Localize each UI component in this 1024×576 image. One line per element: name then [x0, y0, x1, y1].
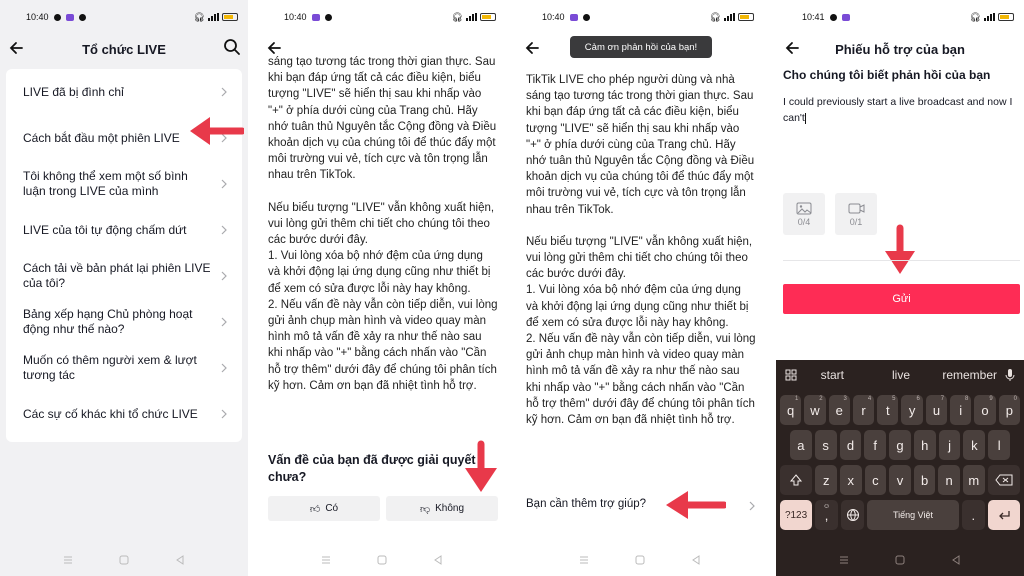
yes-label: Có: [325, 503, 339, 514]
key-k[interactable]: k: [963, 430, 985, 460]
photo-count: 0/4: [797, 216, 811, 227]
list-item-label: Các sự cố khác khi tổ chức LIVE: [23, 406, 198, 421]
keyboard-row-4: [776, 500, 1024, 530]
key-m[interactable]: m: [963, 465, 985, 495]
notification-dot-icon: [79, 14, 86, 21]
shift-arrow-icon: [789, 473, 803, 487]
symbols-key[interactable]: ?123: [780, 500, 812, 530]
help-topics-screen: [0, 0, 248, 576]
key-u[interactable]: u 7: [926, 395, 947, 425]
image-icon: [796, 202, 812, 215]
key-x[interactable]: x: [840, 465, 862, 495]
home-icon[interactable]: [118, 554, 130, 566]
messenger-icon: [54, 14, 61, 21]
feedback-question: Vấn đề của bạn đã được giải quyết chưa?: [268, 453, 476, 484]
status-bar: [258, 0, 506, 34]
keyboard-row-2: [776, 430, 1024, 460]
annotation-arrow-icon: [462, 440, 500, 494]
period-key[interactable]: .: [962, 500, 985, 530]
article-paragraph: Nếu biểu tượng "LIVE" vẫn không xuất hiện, vui lòng gửi thêm chi tiết cho chúng tôi theo các bước dưới đây. 1. Vui lòng xóa bộ nhớ đệm của ứng dụng và khởi động lại ứng dụng cũng như thiết bị để xem có sửa được lỗi này hay không. 2. Nếu vấn đề này vẫn còn tiếp diễn, vui lòng gửi ảnh chụp màn hình và video quay màn hình mô tả vấn đề xảy ra như thế nào sau khi nhấp vào "+" bằng cách nhấn vào "Cần hỗ trợ thêm" dưới đây để chúng tôi phân tích kỹ hơn. Cảm ơn bạn đã nhiệt tình hỗ trợ.: [526, 235, 756, 427]
more-help-link[interactable]: Bạn cần thêm trợ giúp?: [526, 498, 647, 510]
text-cursor: [805, 113, 806, 124]
list-item-label: Bảng xếp hạng Chủ phòng hoạt động như thế nào?: [23, 307, 193, 336]
globe-key[interactable]: [841, 500, 864, 530]
app-notification-icon: [842, 14, 850, 21]
thumbs-up-icon: 👍︎: [309, 503, 321, 515]
headphones-icon: 🎧︎: [451, 11, 463, 22]
on-screen-keyboard: [776, 360, 1024, 544]
feedback-input[interactable]: [783, 94, 1020, 126]
key-p[interactable]: p 0: [999, 395, 1020, 425]
key-j[interactable]: j: [939, 430, 961, 460]
page-title: Phiếu hỗ trợ của bạn: [835, 41, 965, 57]
article-body: [526, 72, 756, 444]
headphones-icon: 🎧︎: [709, 11, 721, 22]
list-item-label: Cách bắt đầu một phiên LIVE: [23, 130, 180, 145]
suggestion-item[interactable]: live: [892, 368, 911, 382]
support-ticket-screen: [776, 0, 1024, 576]
article-screen: [258, 0, 506, 576]
backspace-icon: [995, 474, 1013, 486]
signal-icon: [984, 13, 995, 21]
annotation-arrow-icon: [662, 486, 726, 524]
key-d[interactable]: d: [840, 430, 862, 460]
thumbs-down-icon: 👎︎: [419, 503, 431, 515]
system-nav-bar: [0, 544, 248, 576]
status-bar: [776, 0, 1024, 34]
key-c[interactable]: c: [865, 465, 887, 495]
messenger-icon: [830, 14, 837, 21]
article-paragraph: sáng tạo tương tác trong thời gian thực. Sau khi bạn đáp ứng tất cả các điều kiện, biểu tượng "LIVE" sẽ hiển thị sau khi nhấp vào "+" ở phía dưới cùng của Trang chủ. Hãy nhớ tuân thủ Nguyên tắc Cộng đồng và Điều khoản dịch vụ của chúng tôi để thúc đẩy một môi trường vui vẻ, tích cực và tôn trọng lẫn nhau trên TikTok.: [268, 56, 497, 182]
add-video-button[interactable]: [835, 193, 877, 235]
globe-icon: [846, 508, 860, 522]
article-paragraph: Nếu biểu tượng "LIVE" vẫn không xuất hiện, vui lòng gửi thêm chi tiết cho chúng tôi theo các bước dưới đây. 1. Vui lòng xóa bộ nhớ đệm của ứng dụng và khởi động lại ứng dụng cũng như thiết bị để xem có sửa được lỗi này hay không. 2. Nếu vấn đề này vẫn còn tiếp diễn, vui lòng gửi ảnh chụp màn hình và video quay màn hình mô tả vấn đề xảy ra như thế nào sau khi nhấp vào "+" bằng cách nhấn vào "Cần hỗ trợ thêm" dưới đây để chúng tôi phân tích kỹ hơn. Cảm ơn bạn đã nhiệt tình hỗ trợ.: [268, 201, 498, 392]
app-notification-icon: [312, 14, 320, 21]
app-notification-icon: [570, 14, 578, 21]
back-arrow-icon[interactable]: [6, 37, 28, 59]
home-icon[interactable]: [894, 554, 906, 566]
key-y[interactable]: y 6: [901, 395, 922, 425]
list-item[interactable]: [6, 161, 242, 207]
chevron-right-icon: [220, 363, 228, 373]
list-item-label: Muốn có thêm người xem & lượt tương tác: [23, 353, 197, 382]
no-button[interactable]: [386, 496, 498, 521]
status-bar: [516, 0, 764, 34]
key-l[interactable]: l: [988, 430, 1010, 460]
list-item[interactable]: [6, 69, 242, 115]
back-arrow-icon[interactable]: [522, 37, 544, 59]
key-v[interactable]: v: [889, 465, 911, 495]
battery-icon: [222, 13, 238, 21]
apps-grid-icon[interactable]: [784, 368, 798, 382]
status-time: 10:40: [542, 12, 565, 22]
battery-icon: [480, 13, 496, 21]
shift-key[interactable]: [780, 465, 812, 495]
key-a[interactable]: a: [790, 430, 812, 460]
signal-icon: [208, 13, 219, 21]
key-n[interactable]: n: [938, 465, 960, 495]
keyboard-row-1: [776, 395, 1024, 425]
list-item-label: LIVE đã bị đình chỉ: [23, 84, 124, 99]
key-f[interactable]: f: [864, 430, 886, 460]
key-o[interactable]: o 9: [974, 395, 995, 425]
menu-icon[interactable]: [578, 554, 590, 566]
keyboard-row-3: [776, 465, 1024, 495]
list-item-label: Cách tải về bản phát lại phiên LIVE của tôi?: [23, 261, 211, 290]
list-item-label: Tôi không thể xem một số bình luận trong LIVE của mình: [23, 169, 188, 198]
back-arrow-icon[interactable]: [782, 37, 804, 59]
chevron-right-icon: [220, 409, 228, 419]
system-nav-bar: [776, 544, 1024, 576]
home-icon[interactable]: [376, 554, 388, 566]
yes-button[interactable]: [268, 496, 380, 521]
app-notification-icon: [66, 14, 74, 21]
chevron-right-icon: [220, 271, 228, 281]
article-paragraph: TikTik LIVE cho phép người dùng và nhà sáng tạo tương tác trong thời gian thực. Sau khi bạn đáp ứng tất cả các điều kiện, biểu tượng "LIVE" sẽ hiển thị sau khi nhấp vào "+" ở phía dưới cùng của Trang chủ. Hãy nhớ tuân thủ Nguyên tắc Cộng đồng và Điều khoản dịch vụ của chúng tôi để thúc đẩy một môi trường vui vẻ, tích cực và tôn trọng lẫn nhau trên TikTok.: [526, 74, 755, 216]
system-nav-bar: [516, 544, 764, 576]
back-triangle-icon[interactable]: [174, 554, 186, 566]
chevron-right-icon: [220, 87, 228, 97]
annotation-arrow-icon: [882, 224, 918, 276]
video-camera-icon: [848, 202, 865, 215]
article-body: [268, 54, 498, 410]
messenger-icon: [325, 14, 332, 21]
toast-message: Cảm ơn phản hồi của bạn!: [570, 36, 712, 58]
battery-icon: [738, 13, 754, 21]
list-item[interactable]: [6, 299, 242, 345]
key-s[interactable]: s: [815, 430, 837, 460]
status-bar: [0, 0, 248, 34]
feedback-heading: Cho chúng tôi biết phản hồi của bạn: [783, 68, 991, 82]
send-button[interactable]: Gửi: [783, 284, 1020, 314]
backspace-key[interactable]: [988, 465, 1020, 495]
list-item[interactable]: [6, 207, 242, 253]
status-time: 10:40: [26, 12, 49, 22]
microphone-icon[interactable]: [1004, 368, 1016, 382]
key-z[interactable]: z: [815, 465, 837, 495]
key-w[interactable]: w 2: [804, 395, 825, 425]
status-icons: [452, 12, 496, 23]
key-h[interactable]: h: [914, 430, 936, 460]
headphones-icon: 🎧︎: [193, 11, 205, 22]
key-e[interactable]: e 3: [829, 395, 850, 425]
enter-arrow-icon: [997, 509, 1011, 521]
back-triangle-icon[interactable]: [432, 554, 444, 566]
enter-key[interactable]: [988, 500, 1020, 530]
signal-icon: [724, 13, 735, 21]
key-r[interactable]: r 4: [853, 395, 874, 425]
annotation-arrow-icon: [186, 112, 244, 150]
divider: [783, 260, 1020, 261]
chevron-right-icon: [220, 179, 228, 189]
list-item[interactable]: [6, 345, 242, 391]
no-label: Không: [435, 503, 465, 514]
menu-icon[interactable]: [320, 554, 332, 566]
system-nav-bar: [258, 544, 506, 576]
battery-icon: [998, 13, 1014, 21]
list-item-label: LIVE của tôi tự động chấm dứt: [23, 222, 187, 237]
search-icon[interactable]: [222, 37, 242, 57]
back-triangle-icon[interactable]: [950, 554, 962, 566]
list-item[interactable]: [6, 253, 242, 299]
list-item[interactable]: [6, 391, 242, 437]
emoji-icon: ☺︎: [823, 503, 831, 510]
status-time: 10:40: [284, 12, 307, 22]
key-q[interactable]: q 1: [780, 395, 801, 425]
home-icon[interactable]: [634, 554, 646, 566]
comma-key[interactable]: , ☺︎: [815, 500, 838, 530]
chevron-right-icon: [220, 317, 228, 327]
suggestion-item[interactable]: remember: [942, 368, 998, 382]
messenger-icon: [583, 14, 590, 21]
article-feedback-screen: [516, 0, 764, 576]
key-t[interactable]: t 5: [877, 395, 898, 425]
chevron-right-icon: [220, 225, 228, 235]
status-icons: [194, 12, 238, 23]
video-count: 0/1: [849, 216, 863, 227]
add-photo-button[interactable]: [783, 193, 825, 235]
status-icons: [710, 12, 754, 23]
chevron-right-icon: [748, 501, 756, 511]
feedback-text: I could previously start a live broadcast and now I can't: [783, 96, 1013, 124]
key-g[interactable]: g: [889, 430, 911, 460]
headphones-icon: 🎧︎: [969, 11, 981, 22]
space-key[interactable]: Tiếng Việt: [867, 500, 959, 530]
menu-icon[interactable]: [62, 554, 74, 566]
back-triangle-icon[interactable]: [690, 554, 702, 566]
key-b[interactable]: b: [914, 465, 936, 495]
key-i[interactable]: i 8: [950, 395, 971, 425]
page-title: Tổ chức LIVE: [82, 41, 166, 57]
top-bar: [0, 34, 248, 64]
signal-icon: [466, 13, 477, 21]
status-icons: [970, 12, 1014, 23]
status-time: 10:41: [802, 12, 825, 22]
suggestion-item[interactable]: start: [820, 368, 844, 382]
suggestion-bar: [776, 360, 1024, 390]
menu-icon[interactable]: [838, 554, 850, 566]
top-bar: [776, 34, 1024, 64]
